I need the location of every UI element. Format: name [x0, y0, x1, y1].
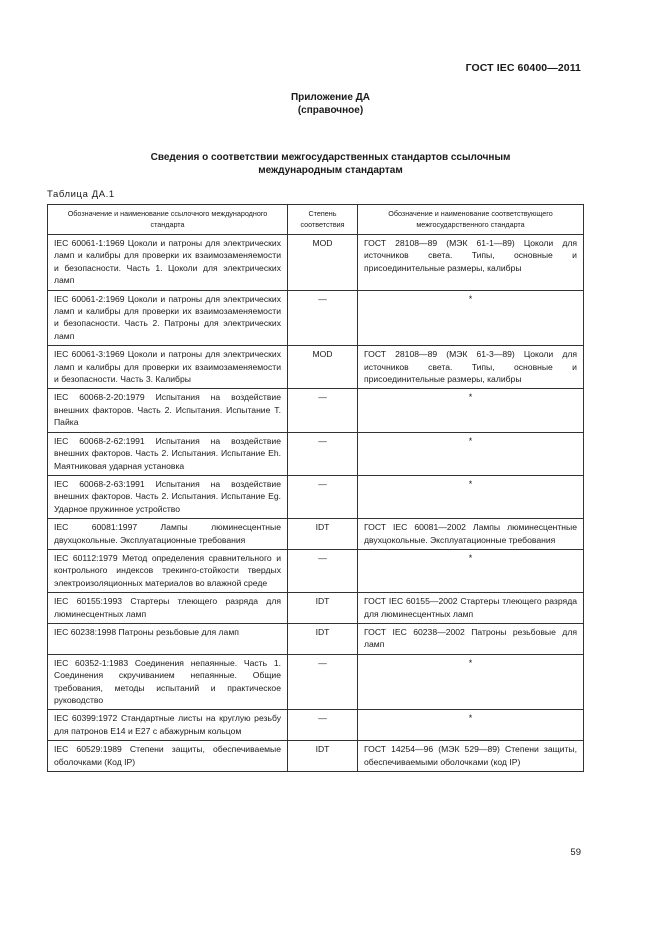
section-heading	[0, 152, 661, 177]
standard-designation: ГОСТ IEC 60400—2011	[465, 62, 581, 74]
interstate-standard-cell: ГОСТ 28108—89 (МЭК 61-1—89) Цоколи для источников света. Типы, основные и присоединительные размеры, калибры	[358, 235, 584, 291]
interstate-standard-cell: *	[358, 475, 584, 518]
table-row	[48, 593, 584, 624]
interstate-standard-cell: ГОСТ 14254—96 (МЭК 529—89) Степени защиты, обеспечиваемыми оболочками (код IP)	[358, 741, 584, 772]
page-number: 59	[570, 847, 581, 858]
table-row	[48, 549, 584, 592]
international-standard-cell: IEC 60068-2-62:1991 Испытания на воздействие внешних факторов. Часть 2. Испытания. Испытание Eh. Маятниковая ударная установка	[48, 432, 288, 475]
table-caption: Таблица ДА.1	[47, 189, 115, 200]
table-row	[48, 654, 584, 710]
international-standard-cell: IEC 60112:1979 Метод определения сравнительного и контрольного индексов трекинго-стойкости твердых электроизоляционных материалов во влажной среде	[48, 549, 288, 592]
table-header-row	[48, 205, 584, 235]
degree-cell: —	[288, 549, 358, 592]
degree-cell: —	[288, 710, 358, 741]
degree-cell: —	[288, 654, 358, 710]
international-standard-cell: IEC 60061-1:1969 Цоколи и патроны для электрических ламп и калибры для проверки их взаимозаменяемости и безопасности. Часть 1. Цоколи для электрических ламп	[48, 235, 288, 291]
table-body	[48, 235, 584, 772]
international-standard-cell: IEC 60068-2-20:1979 Испытания на воздействие внешних факторов. Часть 2. Испытания. Испытание T. Пайка	[48, 389, 288, 432]
interstate-standard-cell: ГОСТ 28108—89 (МЭК 61-3—89) Цоколи для источников света. Типы, основные и присоединительные размеры, калибры	[358, 346, 584, 389]
degree-cell: IDT	[288, 741, 358, 772]
table-row	[48, 432, 584, 475]
header-interstate-standard: Обозначение и наименование соответствующего межгосударственного стандарта	[358, 205, 584, 235]
interstate-standard-cell: *	[358, 432, 584, 475]
table-row	[48, 346, 584, 389]
degree-cell: —	[288, 290, 358, 346]
interstate-standard-cell: ГОСТ IEC 60155—2002 Стартеры тлеющего разряда для люминесцентных ламп	[358, 593, 584, 624]
international-standard-cell: IEC 60352-1:1983 Соединения непаянные. Часть 1. Соединения скручиванием непаянные. Общие требования, методы испытаний и практическое руководство	[48, 654, 288, 710]
table-row	[48, 235, 584, 291]
degree-cell: IDT	[288, 623, 358, 654]
table-row	[48, 519, 584, 550]
interstate-standard-cell: *	[358, 710, 584, 741]
annex-title: Приложение ДА	[290, 92, 371, 103]
international-standard-cell: IEC 60238:1998 Патроны резьбовые для ламп	[48, 623, 288, 654]
degree-cell: MOD	[288, 235, 358, 291]
interstate-standard-cell: *	[358, 549, 584, 592]
table-row	[48, 710, 584, 741]
table-row	[48, 475, 584, 518]
international-standard-cell: IEC 60081:1997 Лампы люминесцентные двухцокольные. Эксплуатационные требования	[48, 519, 288, 550]
international-standard-cell: IEC 60061-2:1969 Цоколи и патроны для электрических ламп и калибры для проверки их взаимозаменяемости и безопасности. Часть 2. Патроны для электрических ламп	[48, 290, 288, 346]
degree-cell: IDT	[288, 519, 358, 550]
international-standard-cell: IEC 60155:1993 Стартеры тлеющего разряда для люминесцентных ламп	[48, 593, 288, 624]
international-standard-cell: IEC 60529:1989 Степени защиты, обеспечиваемые оболочками (Код IP)	[48, 741, 288, 772]
degree-cell: MOD	[288, 346, 358, 389]
degree-cell: IDT	[288, 593, 358, 624]
annex-block	[0, 92, 661, 117]
interstate-standard-cell: ГОСТ IEC 60238—2002 Патроны резьбовые для ламп	[358, 623, 584, 654]
header-degree-of-correspondence: Степень соответствия	[288, 205, 358, 235]
header-international-standard: Обозначение и наименование ссылочного международного стандарта	[48, 205, 288, 235]
interstate-standard-cell: ГОСТ IEC 60081—2002 Лампы люминесцентные двухцокольные. Эксплуатационные требования	[358, 519, 584, 550]
section-heading-line-1: Сведения о соответствии межгосударственных стандартов ссылочным	[150, 152, 511, 163]
table-row	[48, 290, 584, 346]
international-standard-cell: IEC 60061-3:1969 Цоколи и патроны для электрических ламп и калибры для проверки их взаимозаменяемости и безопасности. Часть 3. Калибры	[48, 346, 288, 389]
table-row	[48, 623, 584, 654]
degree-cell: —	[288, 389, 358, 432]
interstate-standard-cell: *	[358, 290, 584, 346]
interstate-standard-cell: *	[358, 654, 584, 710]
table-row	[48, 389, 584, 432]
section-heading-line-2: международным стандартам	[258, 164, 403, 176]
table-row	[48, 741, 584, 772]
international-standard-cell: IEC 60399:1972 Стандартные листы на круглую резьбу для патронов E14 и E27 с абажурным кольцом	[48, 710, 288, 741]
degree-cell: —	[288, 475, 358, 518]
interstate-standard-cell: *	[358, 389, 584, 432]
annex-subtitle: (справочное)	[297, 104, 364, 116]
degree-cell: —	[288, 432, 358, 475]
international-standard-cell: IEC 60068-2-63:1991 Испытания на воздействие внешних факторов. Часть 2. Испытания. Испытание Eg. Ударное пружинное устройство	[48, 475, 288, 518]
correspondence-table	[47, 204, 584, 772]
